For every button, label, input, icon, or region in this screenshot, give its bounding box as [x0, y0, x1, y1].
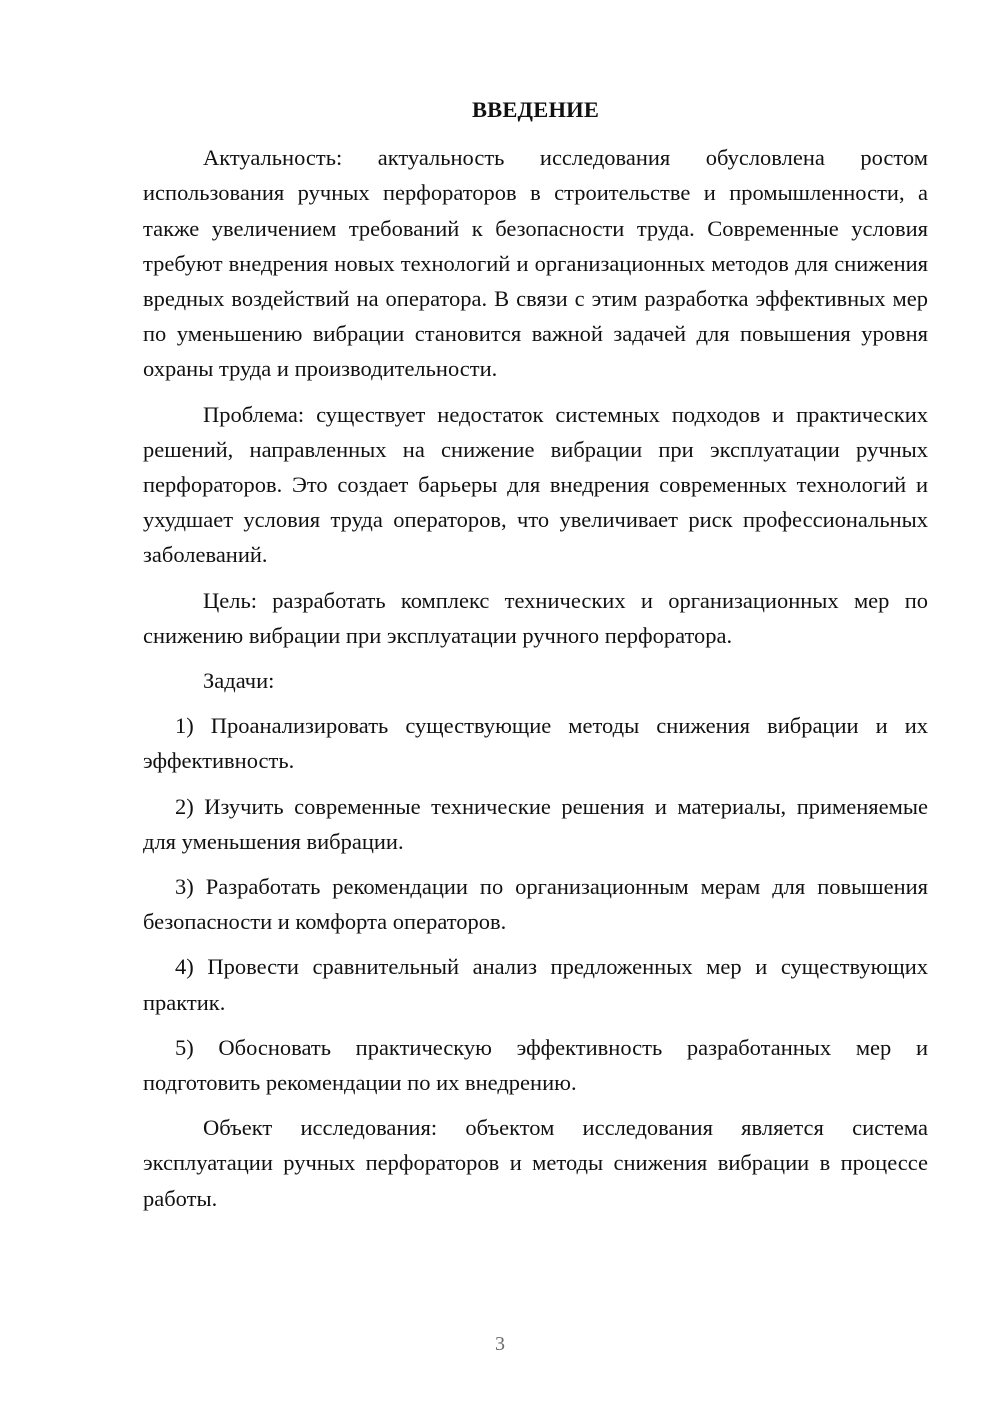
- task-item-1: 1) Проанализировать существующие методы снижения вибрации и их эффективность.: [143, 713, 928, 774]
- page-number: 3: [495, 1333, 505, 1355]
- task-item-5: 5) Обосновать практическую эффективность разработанных мер и подготовить рекомендации по их внедрению.: [143, 1034, 928, 1096]
- page-title: ВВЕДЕНИЕ: [471, 97, 600, 122]
- task-item-4: 4) Провести сравнительный анализ предложенных мер и существующих практик.: [143, 954, 928, 1015]
- paragraph-problem: Проблема: существует недостаток системных подходов и практических решений, направленных на снижение вибрации при эксплуатации ручных перфораторов. Это создает барьеры для внедрения современных технологий и ухудшает условия труда операторов, что увеличивает риск профессиональных заболеваний.: [143, 401, 928, 568]
- paragraph-object: Объект исследования: объектом исследования является система эксплуатации ручных перфораторов и методы снижения вибрации в процессе работы.: [143, 1115, 928, 1211]
- task-item-2: 2) Изучить современные технические решения и материалы, применяемые для уменьшения вибрации.: [143, 793, 928, 854]
- paragraph-goal: Цель: разработать комплекс технических и организационных мер по снижению вибрации при эксплуатации ручного перфоратора.: [143, 587, 928, 648]
- tasks-heading: Задачи:: [203, 668, 275, 694]
- document-page: [143, 92, 928, 1226]
- task-item-3: 3) Разработать рекомендации по организационным мерам для повышения безопасности и комфорта операторов.: [143, 874, 928, 935]
- paragraph-relevance: Актуальность: актуальность исследования обусловлена ростом использования ручных перфораторов в строительстве и промышленности, а также увеличением требований к безопасности труда. Современные условия требуют внедрения новых технологий и организационных методов для снижения вредных воздействий на оператора. В связи с этим разработка эффективных мер по уменьшению вибрации становится важной задачей для повышения уровня охраны труда и производительности.: [143, 145, 928, 382]
